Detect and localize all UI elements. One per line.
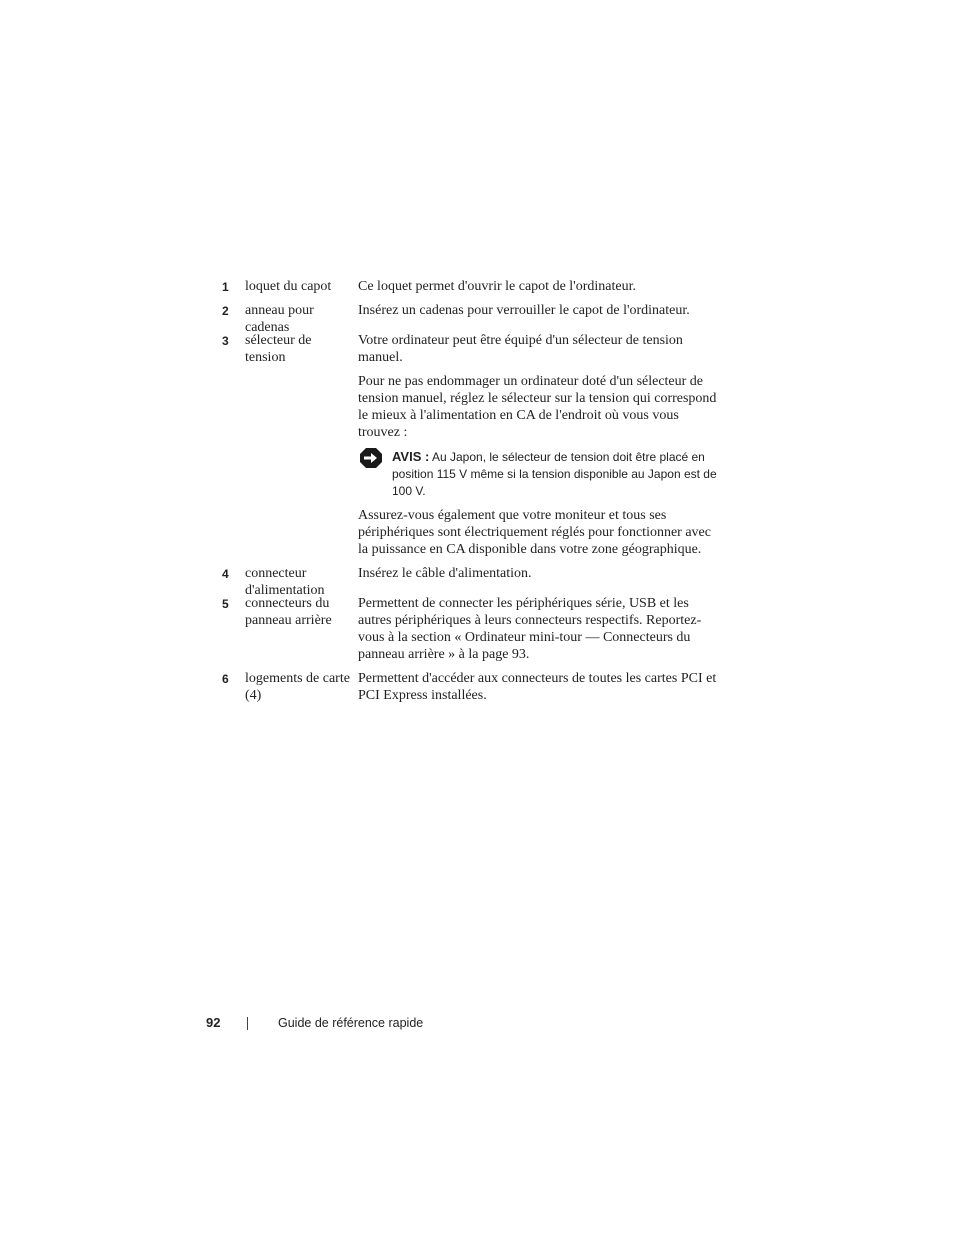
- notice-body: Au Japon, le sélecteur de tension doit être placé en position 115 V même si la tension disponible au Japon est de 100 V.: [392, 450, 717, 498]
- legend-table: [222, 278, 722, 711]
- item-number: 4: [222, 567, 229, 581]
- page-number: 92: [206, 1015, 221, 1030]
- description-paragraph: Votre ordinateur peut être équipé d'un sélecteur de tension manuel.: [358, 333, 683, 365]
- footer-title: Guide de référence rapide: [278, 1016, 424, 1030]
- item-label: connecteurs du panneau arrière: [245, 596, 332, 628]
- item-number: 1: [222, 280, 229, 294]
- notice-label: AVIS :: [392, 449, 430, 464]
- description-paragraph: Permettent d'accéder aux connecteurs de toutes les cartes PCI et PCI Express installées.: [358, 671, 717, 703]
- description-paragraph: Ce loquet permet d'ouvrir le capot de l'ordinateur.: [358, 279, 636, 294]
- table-row: [222, 332, 722, 558]
- item-label: sélecteur de tension: [245, 333, 312, 365]
- description-paragraph: Assurez-vous également que votre moniteur et tous ses périphériques sont électriquement réglés pour fonctionner avec la puissance en CA disponible dans votre zone géographique.: [358, 508, 711, 557]
- footer-divider: [247, 1017, 248, 1030]
- item-number: 6: [222, 672, 229, 686]
- description-paragraph: Pour ne pas endommager un ordinateur doté d'un sélecteur de tension manuel, réglez le sélecteur sur la tension qui correspond le mieux à l'alimentation en CA de l'endroit où vous vous trouvez :: [358, 374, 717, 440]
- table-row: [222, 278, 722, 295]
- notice-box: [358, 448, 720, 500]
- notice-arrow-icon: [360, 448, 382, 468]
- table-row: [222, 670, 722, 704]
- item-description: [358, 670, 720, 704]
- item-description: [358, 302, 720, 332]
- item-label: connecteur d'alimentation: [245, 566, 325, 598]
- table-row: [222, 565, 722, 598]
- description-paragraph: Insérez le câble d'alimentation.: [358, 566, 532, 581]
- item-description: [358, 332, 720, 558]
- item-number: 5: [222, 597, 229, 611]
- item-description: [358, 595, 720, 663]
- item-description: [358, 278, 720, 295]
- item-label: loquet du capot: [245, 279, 332, 294]
- table-row: [222, 595, 722, 663]
- item-description: [358, 565, 720, 595]
- item-number: 2: [222, 304, 229, 318]
- item-label: logements de carte (4): [245, 671, 350, 703]
- item-number: 3: [222, 334, 229, 348]
- description-paragraph: Permettent de connecter les périphériques série, USB et les autres périphériques à leurs connecteurs respectifs. Reportez-vous à la section « Ordinateur mini-tour — Connecteurs du panneau arrière » à la page 93.: [358, 596, 702, 662]
- description-paragraph: Insérez un cadenas pour verrouiller le capot de l'ordinateur.: [358, 303, 690, 318]
- item-label: anneau pour cadenas: [245, 303, 314, 335]
- table-row: [222, 302, 722, 335]
- notice-text: [392, 448, 720, 500]
